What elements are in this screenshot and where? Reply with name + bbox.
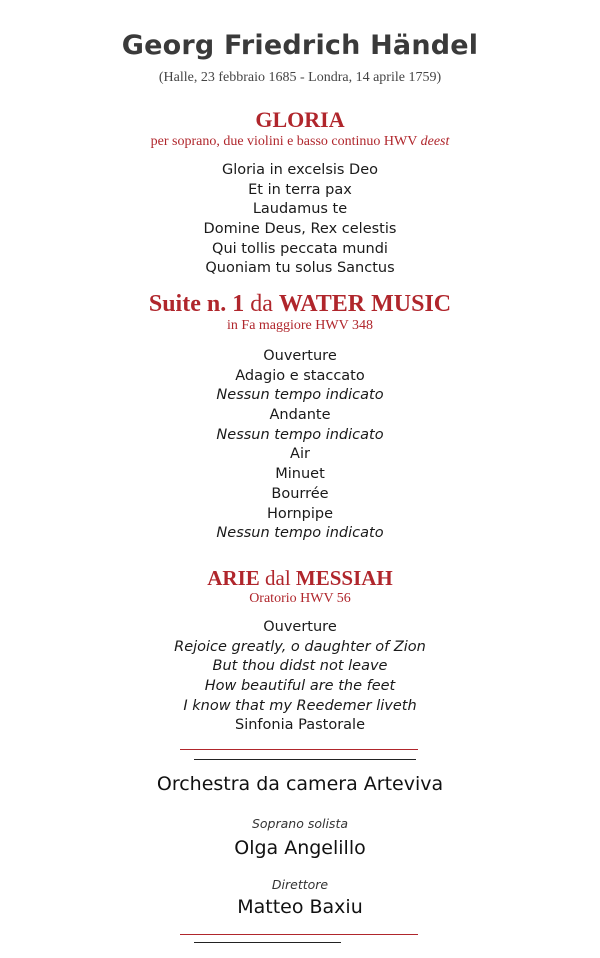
gloria-subtitle-italic: deest xyxy=(420,134,450,149)
director-role: Direttore xyxy=(271,877,329,892)
divider-red-top xyxy=(180,749,418,750)
divider-black-top xyxy=(194,759,416,760)
gloria-title: GLORIA xyxy=(255,107,345,132)
gloria-subtitle xyxy=(0,134,600,150)
composer-name: Georg Friedrich Händel xyxy=(121,30,479,61)
movement-item: Andante xyxy=(269,407,331,424)
movement-item: Nessun tempo indicato xyxy=(216,426,384,443)
movement-item: But thou didst not leave xyxy=(212,658,388,675)
movement-item: Domine Deus, Rex celestis xyxy=(203,221,397,238)
messiah-movements xyxy=(0,618,600,736)
movement-item: I know that my Reedemer liveth xyxy=(183,697,417,714)
movement-item: Ouverture xyxy=(263,619,337,635)
messiah-subtitle: Oratorio HWV 56 xyxy=(249,591,351,606)
director-name: Matteo Baxiu xyxy=(237,896,363,918)
suite-title-bold: Suite n. 1 xyxy=(148,291,245,317)
movement-item: Nessun tempo indicato xyxy=(216,387,384,404)
suite-title-light: da xyxy=(244,291,279,317)
movement-item: Air xyxy=(290,446,310,463)
movement-item: Rejoice greatly, o daughter of Zion xyxy=(174,638,426,655)
orchestra-name: Orchestra da camera Arteviva xyxy=(156,773,444,795)
suite-subtitle: in Fa maggiore HWV 348 xyxy=(227,318,373,333)
movement-item: Et in terra pax xyxy=(248,181,352,198)
messiah-title-light: dal xyxy=(259,566,296,590)
movement-item: Quoniam tu solus Sanctus xyxy=(205,260,395,277)
divider-red-bottom xyxy=(180,934,418,935)
suite-title-bold2: WATER MUSIC xyxy=(278,291,452,317)
movement-item: Nessun tempo indicato xyxy=(216,525,384,542)
movement-item: Minuet xyxy=(275,466,325,483)
composer-dates: (Halle, 23 febbraio 1685 - Londra, 14 aprile 1759) xyxy=(158,70,442,85)
movement-item: Gloria in excelsis Deo xyxy=(221,162,379,178)
messiah-title-bold2: MESSIAH xyxy=(295,566,393,590)
messiah-title-bold: ARIE xyxy=(207,566,260,590)
movement-item: Qui tollis peccata mundi xyxy=(212,240,388,257)
movement-item: Laudamus te xyxy=(252,201,348,218)
gloria-movements xyxy=(0,161,600,279)
soprano-role: Soprano solista xyxy=(251,816,349,831)
soprano-name: Olga Angelillo xyxy=(234,837,366,859)
movement-item: Hornpipe xyxy=(266,505,334,522)
movement-item: Bourrée xyxy=(271,485,329,502)
divider-black-bottom xyxy=(194,942,341,943)
movement-item: Adagio e staccato xyxy=(235,367,365,384)
gloria-subtitle-main: per soprano, due violini e basso continuo HWV xyxy=(150,134,421,149)
messiah-title xyxy=(0,566,600,591)
suite-title xyxy=(0,291,600,318)
suite-movements xyxy=(0,347,600,544)
movement-item: Sinfonia Pastorale xyxy=(235,717,365,734)
movement-item: Ouverture xyxy=(263,348,337,364)
movement-item: How beautiful are the feet xyxy=(204,678,396,695)
